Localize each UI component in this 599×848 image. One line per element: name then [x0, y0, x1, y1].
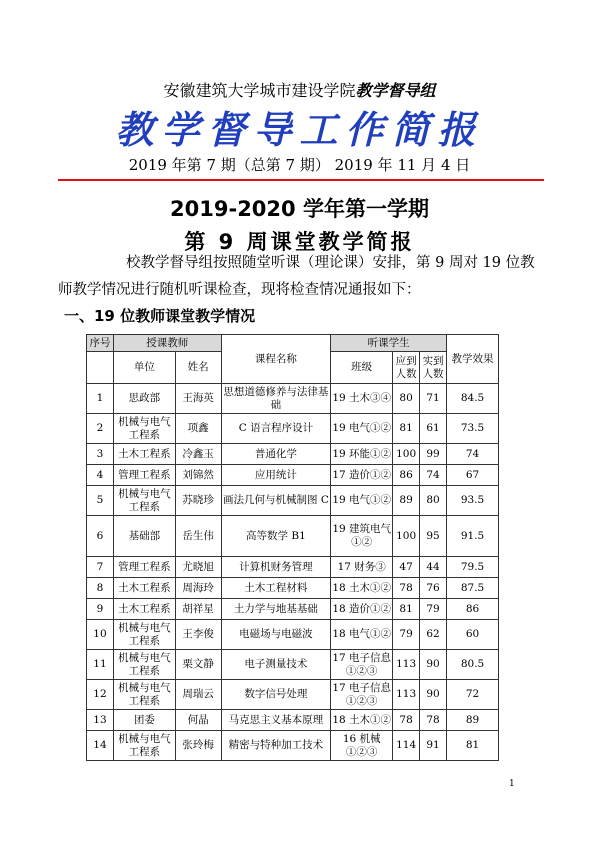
cell-no: 3 — [87, 444, 114, 465]
cell-actual: 91 — [420, 731, 447, 761]
cell-class: 18 土木①② — [331, 710, 393, 731]
cell-unit: 土木工程系 — [113, 599, 175, 620]
cell-class: 18 电气①② — [331, 620, 393, 650]
cell-expected: 86 — [393, 465, 420, 486]
cell-actual: 61 — [420, 414, 447, 444]
cell-unit: 土木工程系 — [113, 444, 175, 465]
table-row — [87, 620, 499, 650]
cell-effect: 67 — [447, 465, 499, 486]
cell-unit: 土木工程系 — [113, 578, 175, 599]
cell-no: 6 — [87, 516, 114, 557]
cell-name: 何晶 — [175, 710, 221, 731]
cell-actual: 78 — [420, 710, 447, 731]
cell-course: 数字信号处理 — [221, 680, 331, 710]
section-title: 一、19 位教师课堂教学情况 — [64, 307, 256, 325]
header-unit: 单位 — [113, 352, 175, 384]
cell-expected: 114 — [393, 731, 420, 761]
term-title: 2019-2020 学年第一学期 — [170, 197, 429, 221]
cell-name: 王海英 — [175, 384, 221, 414]
cell-name: 周瑞云 — [175, 680, 221, 710]
cell-expected: 100 — [393, 444, 420, 465]
cell-class: 17 财务③ — [331, 557, 393, 578]
cell-effect: 74 — [447, 444, 499, 465]
table-row — [87, 599, 499, 620]
cell-name: 张玲梅 — [175, 731, 221, 761]
cell-effect: 72 — [447, 680, 499, 710]
cell-expected: 78 — [393, 578, 420, 599]
cell-course: 思想道德修养与法律基础 — [221, 384, 331, 414]
cell-course: 画法几何与机械制图 C — [221, 486, 331, 516]
table-row — [87, 557, 499, 578]
cell-course: 土木工程材料 — [221, 578, 331, 599]
cell-no: 1 — [87, 384, 114, 414]
cell-course: 电磁场与电磁波 — [221, 620, 331, 650]
header-name: 姓名 — [175, 352, 221, 384]
cell-unit: 机械与电气工程系 — [113, 486, 175, 516]
cell-expected: 113 — [393, 680, 420, 710]
cell-actual: 80 — [420, 486, 447, 516]
week-title: 第 9 周课堂教学简报 — [184, 230, 415, 254]
table-row — [87, 444, 499, 465]
cell-name: 冷鑫玉 — [175, 444, 221, 465]
cell-course: 土力学与地基基础 — [221, 599, 331, 620]
cell-effect: 79.5 — [447, 557, 499, 578]
cell-class: 19 土木③④ — [331, 384, 393, 414]
cell-name: 胡祥星 — [175, 599, 221, 620]
bulletin-title: 教学督导工作简报 — [115, 108, 484, 152]
cell-expected: 81 — [393, 414, 420, 444]
cell-no: 9 — [87, 599, 114, 620]
cell-class: 18 土木①② — [331, 578, 393, 599]
header-expected: 应到人数 — [393, 352, 420, 384]
cell-effect: 80.5 — [447, 650, 499, 680]
cell-expected: 79 — [393, 620, 420, 650]
cell-class: 16 机械①②③ — [331, 731, 393, 761]
cell-expected: 113 — [393, 650, 420, 680]
cell-class: 19 建筑电气①② — [331, 516, 393, 557]
cell-name: 王李俊 — [175, 620, 221, 650]
header-no: 序号 — [87, 335, 114, 352]
cell-actual: 79 — [420, 599, 447, 620]
cell-actual: 76 — [420, 578, 447, 599]
table-row — [87, 578, 499, 599]
cell-unit: 机械与电气工程系 — [113, 731, 175, 761]
cell-actual: 95 — [420, 516, 447, 557]
intro-line-2: 师教学情况进行随机听课检查，现将检查情况通报如下： — [58, 282, 421, 298]
cell-unit: 管理工程系 — [113, 465, 175, 486]
cell-actual: 99 — [420, 444, 447, 465]
cell-effect: 81 — [447, 731, 499, 761]
table-row — [87, 516, 499, 557]
cell-unit: 基础部 — [113, 516, 175, 557]
cell-no: 5 — [87, 486, 114, 516]
cell-class: 17 电子信息①②③ — [331, 650, 393, 680]
cell-class: 19 电气①② — [331, 414, 393, 444]
cell-class: 19 环能①② — [331, 444, 393, 465]
table-row — [87, 414, 499, 444]
cell-expected: 80 — [393, 384, 420, 414]
header-actual: 实到人数 — [420, 352, 447, 384]
cell-expected: 100 — [393, 516, 420, 557]
cell-no: 4 — [87, 465, 114, 486]
cell-effect: 73.5 — [447, 414, 499, 444]
cell-effect: 87.5 — [447, 578, 499, 599]
cell-course: 马克思主义基本原理 — [221, 710, 331, 731]
org-prefix: 安徽建筑大学城市建设学院 — [163, 81, 356, 100]
cell-no: 11 — [87, 650, 114, 680]
header-no-spacer — [87, 352, 114, 384]
cell-actual: 90 — [420, 650, 447, 680]
cell-class: 17 电子信息①②③ — [331, 680, 393, 710]
cell-name: 尤晓旭 — [175, 557, 221, 578]
cell-name: 周海玲 — [175, 578, 221, 599]
cell-class: 17 造价①② — [331, 465, 393, 486]
red-divider — [58, 179, 544, 181]
table-row — [87, 384, 499, 414]
cell-unit: 团委 — [113, 710, 175, 731]
cell-name: 项鑫 — [175, 414, 221, 444]
header-effect: 教学效果 — [447, 335, 499, 384]
org-unit: 教学督导组 — [355, 81, 436, 100]
cell-actual: 74 — [420, 465, 447, 486]
header-class: 班级 — [331, 352, 393, 384]
cell-course: 应用统计 — [221, 465, 331, 486]
cell-unit: 思政部 — [113, 384, 175, 414]
table-row — [87, 650, 499, 680]
cell-unit: 机械与电气工程系 — [113, 650, 175, 680]
cell-effect: 93.5 — [447, 486, 499, 516]
cell-unit: 管理工程系 — [113, 557, 175, 578]
cell-course: 电子测量技术 — [221, 650, 331, 680]
table-row — [87, 731, 499, 761]
cell-course: C 语言程序设计 — [221, 414, 331, 444]
cell-effect: 89 — [447, 710, 499, 731]
cell-no: 2 — [87, 414, 114, 444]
cell-no: 13 — [87, 710, 114, 731]
cell-no: 7 — [87, 557, 114, 578]
table-row — [87, 710, 499, 731]
cell-no: 14 — [87, 731, 114, 761]
cell-course: 高等数学 B1 — [221, 516, 331, 557]
cell-no: 8 — [87, 578, 114, 599]
cell-expected: 78 — [393, 710, 420, 731]
cell-name: 岳生伟 — [175, 516, 221, 557]
cell-actual: 71 — [420, 384, 447, 414]
table-row — [87, 465, 499, 486]
org-header — [0, 78, 599, 101]
cell-actual: 44 — [420, 557, 447, 578]
cell-effect: 91.5 — [447, 516, 499, 557]
page-number: 1 — [509, 779, 515, 789]
table-body — [87, 384, 499, 761]
cell-unit: 机械与电气工程系 — [113, 414, 175, 444]
cell-actual: 62 — [420, 620, 447, 650]
issue-line: 2019 年第 7 期（总第 7 期） 2019 年 11 月 4 日 — [128, 156, 471, 174]
cell-unit: 机械与电气工程系 — [113, 680, 175, 710]
cell-course: 精密与特种加工技术 — [221, 731, 331, 761]
header-course: 课程名称 — [221, 335, 331, 384]
header-teacher-group: 授课教师 — [113, 335, 221, 352]
cell-course: 计算机财务管理 — [221, 557, 331, 578]
cell-effect: 60 — [447, 620, 499, 650]
cell-course: 普通化学 — [221, 444, 331, 465]
cell-class: 18 造价①② — [331, 599, 393, 620]
cell-actual: 90 — [420, 680, 447, 710]
header-student-group: 听课学生 — [331, 335, 447, 352]
cell-name: 刘锦然 — [175, 465, 221, 486]
cell-name: 苏晓珍 — [175, 486, 221, 516]
cell-effect: 86 — [447, 599, 499, 620]
cell-effect: 84.5 — [447, 384, 499, 414]
teaching-table — [86, 334, 499, 761]
cell-no: 10 — [87, 620, 114, 650]
cell-expected: 47 — [393, 557, 420, 578]
cell-name: 栗文静 — [175, 650, 221, 680]
cell-expected: 81 — [393, 599, 420, 620]
table-row — [87, 486, 499, 516]
cell-unit: 机械与电气工程系 — [113, 620, 175, 650]
cell-class: 19 电气①② — [331, 486, 393, 516]
intro-line-1: 校教学督导组按照随堂听课（理论课）安排，第 9 周对 19 位教 — [126, 255, 535, 271]
table-row — [87, 680, 499, 710]
cell-expected: 89 — [393, 486, 420, 516]
cell-no: 12 — [87, 680, 114, 710]
